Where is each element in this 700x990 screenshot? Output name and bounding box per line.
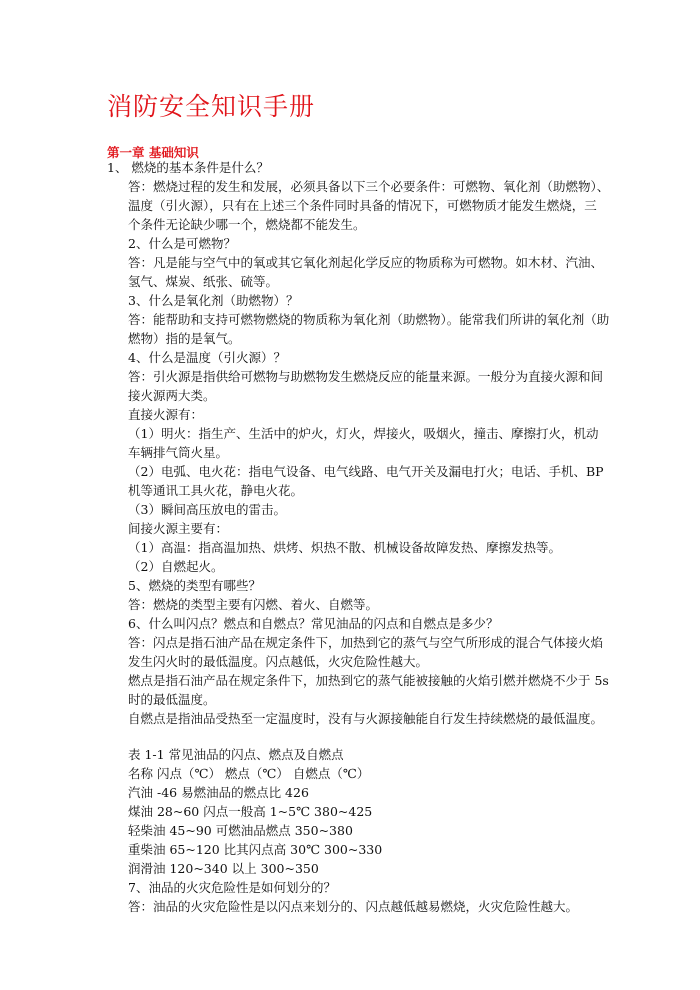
answer-line: 答：闪点是指石油产品在规定条件下，加热到它的蒸气与空气所形成的混合气体接火焰 bbox=[128, 635, 604, 650]
question-5: 5、燃烧的类型有哪些？ bbox=[128, 578, 261, 593]
table-header-row: 名称 闪点（℃） 燃点（℃） 自燃点（℃） bbox=[128, 766, 370, 781]
answer-line: 温度（引火源），只有在上述三个条件同时具备的情况下，可燃物质才能发生燃烧，三 bbox=[128, 198, 597, 213]
answer-line: 接火源两大类。 bbox=[128, 388, 216, 403]
question-3: 3、什么是氧化剂（助燃物）？ bbox=[128, 293, 299, 308]
list-item: （2）自燃起火。 bbox=[128, 559, 224, 574]
question-6: 6、什么叫闪点？燃点和自燃点？常见油品的闪点和自燃点是多少？ bbox=[128, 616, 499, 631]
table-row: 汽油 -46 易燃油品的燃点比 426 bbox=[128, 785, 309, 800]
list-item-continued: 车辆排气筒火星。 bbox=[128, 445, 229, 460]
question-7: 7、油品的火灾危险性是如何划分的？ bbox=[128, 880, 336, 895]
answer-line: 燃物）指的是氧气。 bbox=[128, 331, 241, 346]
answer-line: 燃点是指石油产品在规定条件下，加热到它的蒸气能被接触的火焰引燃并燃烧不少于 5s bbox=[128, 673, 609, 688]
subheading-indirect-sources: 间接火源主要有： bbox=[128, 521, 229, 536]
answer-line: 答：引火源是指供给可燃物与助燃物发生燃烧反应的能量来源。一般分为直接火源和间 bbox=[128, 369, 604, 384]
table-row: 煤油 28~60 闪点一般高 1~5℃ 380~425 bbox=[128, 804, 373, 819]
subheading-direct-sources: 直接火源有： bbox=[128, 407, 204, 422]
list-item: （3）瞬间高压放电的雷击。 bbox=[128, 502, 286, 517]
table-caption: 表 1-1 常见油品的闪点、燃点及自燃点 bbox=[128, 747, 344, 762]
page-title: 消防安全知识手册 bbox=[107, 92, 316, 121]
answer-line: 自燃点是指油品受热至一定温度时，没有与火源接触能自行发生持续燃烧的最低温度。 bbox=[128, 711, 604, 726]
question-4: 4、什么是温度（引火源）？ bbox=[128, 350, 286, 365]
list-item: （1）明火：指生产、生活中的炉火，灯火，焊接火，吸烟火，撞击、摩擦打火，机动 bbox=[128, 426, 599, 441]
answer-line: 答：油品的火灾危险性是以闪点来划分的、闪点越低越易燃烧，火灾危险性越大。 bbox=[128, 899, 579, 914]
chapter-heading: 第一章 基础知识 bbox=[107, 145, 199, 160]
answer-line: 答：凡是能与空气中的氧或其它氧化剂起化学反应的物质称为可燃物。如木材、汽油、 bbox=[128, 255, 604, 270]
table-row: 润滑油 120~340 以上 300~350 bbox=[128, 861, 319, 876]
answer-line: 个条件无论缺少哪一个，燃烧都不能发生。 bbox=[128, 217, 366, 232]
answer-line: 答：燃烧过程的发生和发展，必须具备以下三个必要条件：可燃物、氧化剂（助燃物）、 bbox=[128, 179, 610, 194]
table-row: 重柴油 65~120 比其闪点高 30℃ 300~330 bbox=[128, 842, 383, 857]
answer-line: 氢气、煤炭、纸张、硫等。 bbox=[128, 274, 279, 289]
question-2: 2、什么是可燃物？ bbox=[128, 236, 236, 251]
list-item: （1）高温：指高温加热、烘烤、炽热不散、机械设备故障发热、摩擦发热等。 bbox=[128, 540, 561, 555]
table-row: 轻柴油 45~90 可燃油品燃点 350~380 bbox=[128, 823, 353, 838]
answer-line: 答：能帮助和支持可燃物燃烧的物质称为氧化剂（助燃物）。能常我们所讲的氧化剂（助 bbox=[128, 312, 610, 327]
list-item-continued: 机等通讯工具火花，静电火花。 bbox=[128, 483, 304, 498]
list-item: （2）电弧、电火花：指电气设备、电气线路、电气开关及漏电打火；电话、手机、BP bbox=[128, 464, 604, 479]
answer-line: 时的最低温度。 bbox=[128, 692, 216, 707]
question-1: 1、 燃烧的基本条件是什么？ bbox=[107, 160, 269, 175]
answer-line: 发生闪火时的最低温度。闪点越低，火灾危险性越大。 bbox=[128, 654, 429, 669]
answer-line: 答：燃烧的类型主要有闪燃、着火、自燃等。 bbox=[128, 597, 379, 612]
